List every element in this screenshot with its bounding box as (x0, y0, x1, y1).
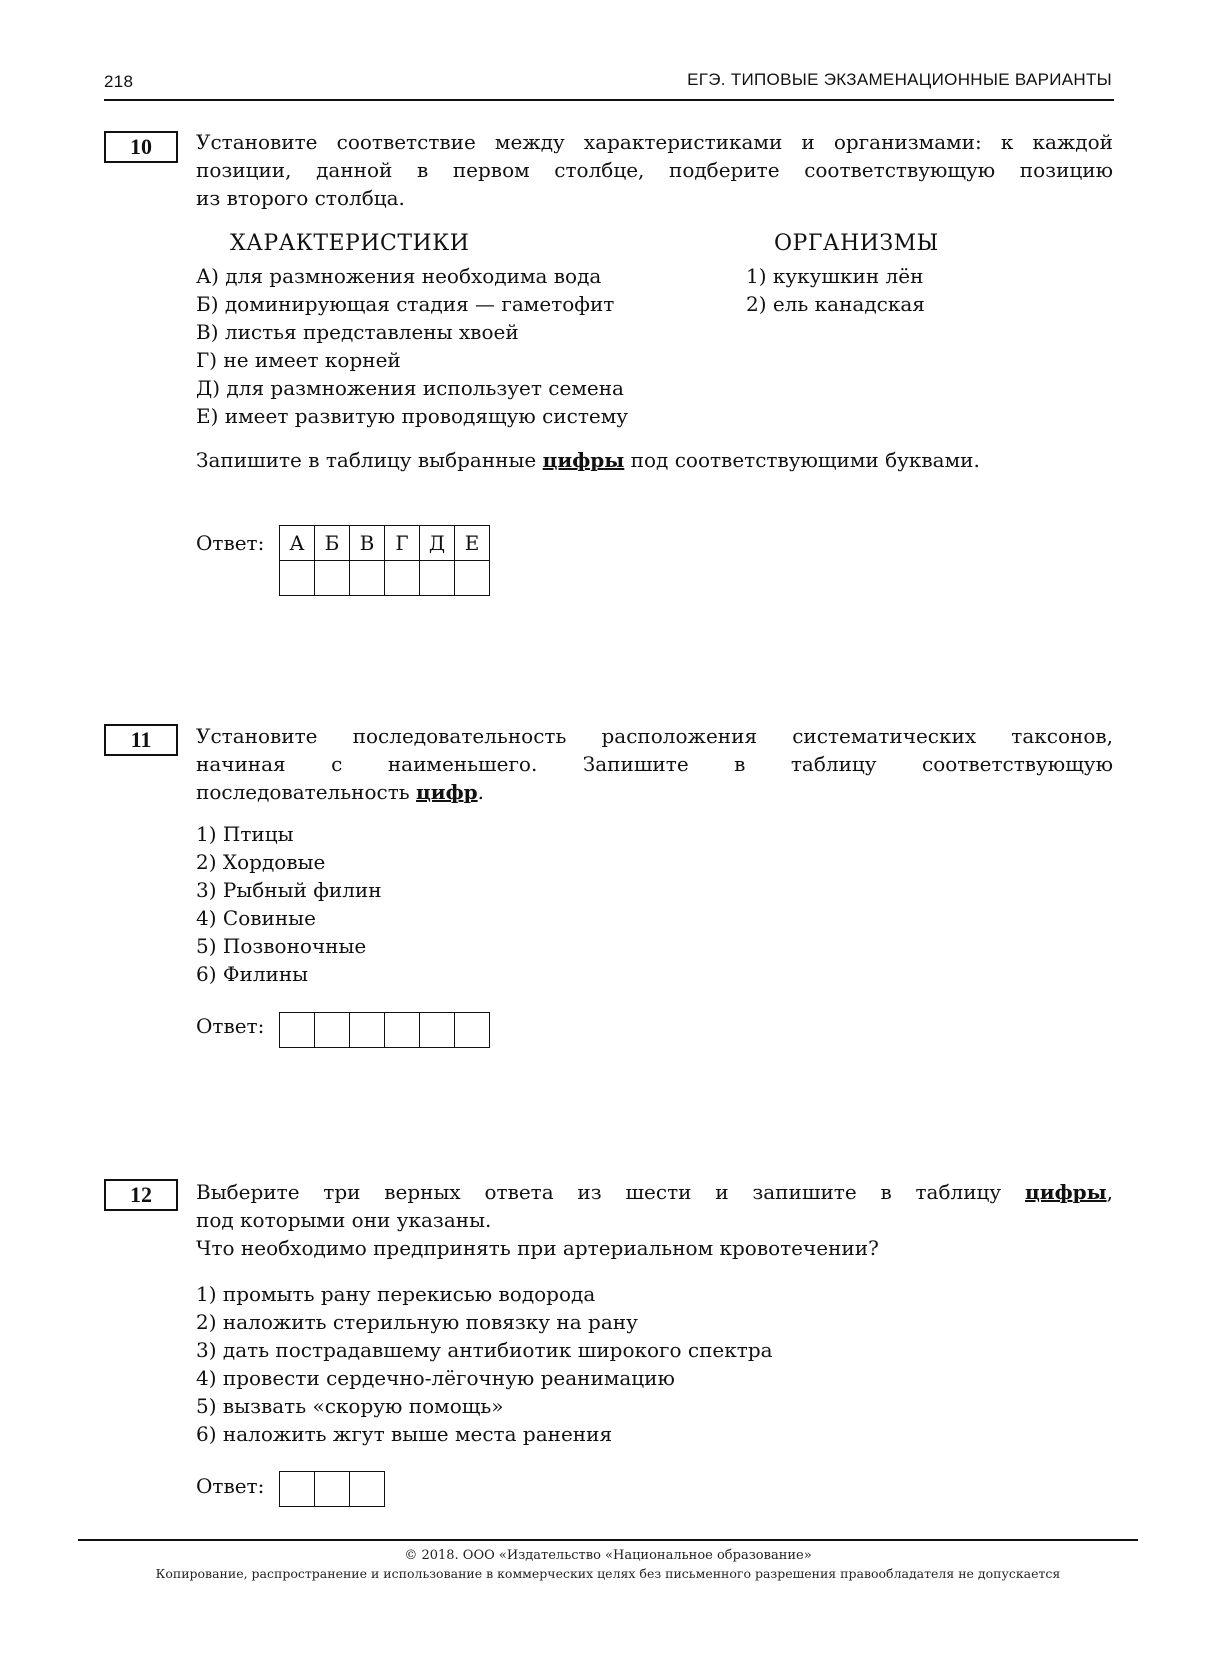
running-title: ЕГЭ. ТИПОВЫЕ ЭКЗАМЕНАЦИОННЫЕ ВАРИАНТЫ (687, 70, 1112, 89)
answer-letter-cell: Д (420, 526, 455, 561)
taxon-item: 6) Филины (196, 962, 309, 986)
answer-letter-cell: Е (455, 526, 490, 561)
option-item: 2) наложить стерильную повязку на рану (196, 1310, 638, 1334)
page-number: 218 (104, 72, 134, 91)
q11-intro-line-3: последовательность цифр. (196, 780, 485, 804)
q10-col1-header: ХАРАКТЕРИСТИКИ (230, 231, 470, 256)
answer-input-cell[interactable] (315, 1013, 350, 1048)
answer-letter-cell: Г (385, 526, 420, 561)
taxon-item: 5) Позвоночные (196, 934, 367, 958)
q12-answer-table (279, 1471, 385, 1507)
answer-input-cell[interactable] (280, 561, 315, 596)
answer-input-cell[interactable] (455, 1013, 490, 1048)
q10-instruction: Запишите в таблицу выбранные цифры под соответствующими буквами. (196, 448, 980, 472)
characteristic-item: Д) для размножения использует семена (196, 376, 624, 400)
answer-letter-cell: А (280, 526, 315, 561)
organism-item: 2) ель канадская (746, 292, 925, 316)
q10-col2-header: ОРГАНИЗМЫ (774, 231, 939, 256)
answer-letter-cell: В (350, 526, 385, 561)
characteristic-item: Е) имеет развитую проводящую систему (196, 404, 629, 428)
q10-intro-line-1: Установите соответствие между характеристиками и организмами: к каждой (196, 130, 1113, 154)
q12-question: Что необходимо предпринять при артериальном кровотечении? (196, 1236, 879, 1260)
answer-input-row (280, 561, 490, 596)
taxon-item: 1) Птицы (196, 822, 294, 846)
q11-answer-table (279, 1012, 490, 1048)
answer-input-cell[interactable] (350, 1472, 385, 1507)
q12-intro-line-1: Выберите три верных ответа из шести и запишите в таблицу цифры, (196, 1180, 1113, 1204)
option-item: 4) провести сердечно-лёгочную реанимацию (196, 1366, 675, 1390)
option-item: 6) наложить жгут выше места ранения (196, 1422, 613, 1446)
answer-input-cell[interactable] (350, 561, 385, 596)
characteristic-item: А) для размножения необходима вода (196, 264, 602, 288)
answer-input-cell[interactable] (315, 561, 350, 596)
answer-input-cell[interactable] (315, 1472, 350, 1507)
option-item: 1) промыть рану перекисью водорода (196, 1282, 596, 1306)
q10-answer-label: Ответ: (196, 531, 265, 555)
organism-item: 1) кукушкин лён (746, 264, 924, 288)
q11-answer-label: Ответ: (196, 1014, 265, 1038)
answer-input-row (280, 1013, 490, 1048)
taxon-item: 2) Хордовые (196, 850, 326, 874)
answer-input-cell[interactable] (385, 561, 420, 596)
answer-input-cell[interactable] (420, 1013, 455, 1048)
answer-input-row (280, 1472, 385, 1507)
answer-input-cell[interactable] (385, 1013, 420, 1048)
answer-input-cell[interactable] (420, 561, 455, 596)
q12-intro-line-2: под которыми они указаны. (196, 1208, 492, 1232)
taxon-item: 3) Рыбный филин (196, 878, 382, 902)
characteristic-item: В) листья представлены хвоей (196, 320, 519, 344)
q12-answer-label: Ответ: (196, 1474, 265, 1498)
footer-copyright: © 2018. ООО «Издательство «Национальное образование» (404, 1548, 812, 1563)
answer-input-cell[interactable] (280, 1013, 315, 1048)
answer-letters-row (280, 526, 490, 561)
answer-input-cell[interactable] (280, 1472, 315, 1507)
answer-input-cell[interactable] (455, 561, 490, 596)
answer-input-cell[interactable] (350, 1013, 385, 1048)
q11-intro-line-2: начиная с наименьшего. Запишите в таблицу соответствующую (196, 752, 1113, 776)
question-number-11: 11 (104, 724, 178, 756)
option-item: 3) дать пострадавшему антибиотик широкого спектра (196, 1338, 773, 1362)
q10-answer-table (279, 525, 490, 596)
characteristic-item: Г) не имеет корней (196, 348, 401, 372)
question-number-10: 10 (104, 131, 178, 163)
taxon-item: 4) Совиные (196, 906, 316, 930)
q10-intro-line-2: позиции, данной в первом столбце, подберите соответствующую позицию (196, 158, 1113, 182)
question-number-12: 12 (104, 1179, 178, 1211)
q11-intro-line-1: Установите последовательность расположения систематических таксонов, (196, 724, 1113, 748)
footer-notice: Копирование, распространение и использование в коммерческих целях без письменного разрешения правообладателя не допускается (155, 1566, 1061, 1581)
q10-intro-line-3: из второго столбца. (196, 186, 405, 210)
characteristic-item: Б) доминирующая стадия — гаметофит (196, 292, 615, 316)
option-item: 5) вызвать «скорую помощь» (196, 1394, 504, 1418)
answer-letter-cell: Б (315, 526, 350, 561)
footer-rule (78, 1539, 1138, 1541)
header-rule (104, 99, 1114, 101)
